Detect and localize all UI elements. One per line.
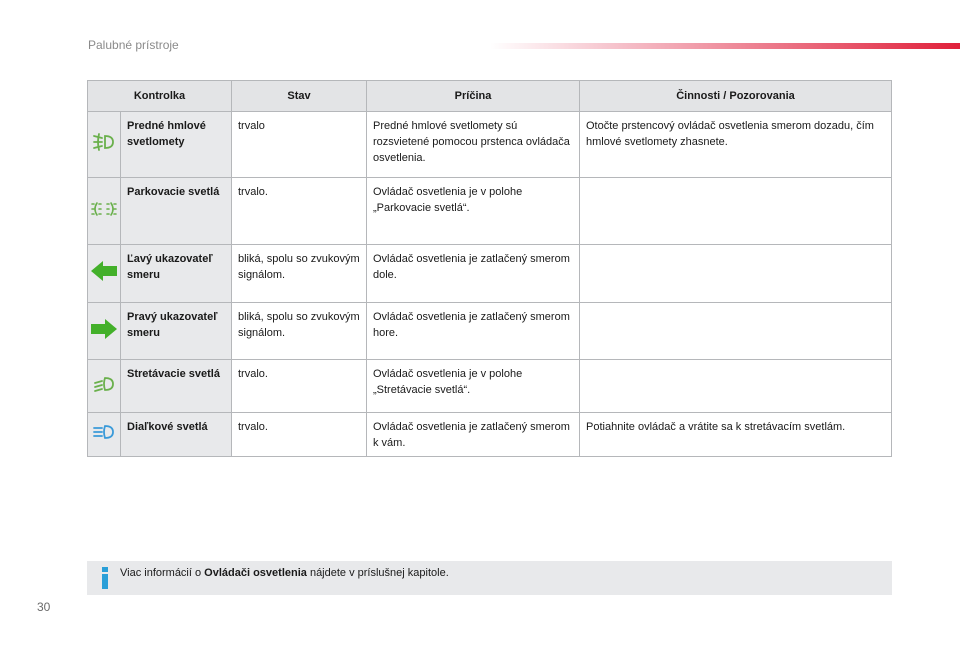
table-row-state: trvalo xyxy=(232,112,367,178)
table-row-cause: Predné hmlové svetlomety sú rozsvietené pomocou prstenca ovládača osvetlenia. xyxy=(367,112,580,178)
info-box xyxy=(87,561,892,595)
warning-lights-table xyxy=(87,80,892,457)
table-row-state: trvalo. xyxy=(232,360,367,413)
info-text xyxy=(120,566,449,580)
table-row-icon-cell xyxy=(88,178,121,245)
table-row-action xyxy=(580,245,892,303)
table-row-name: Pravý ukazovateľ smeru xyxy=(121,303,232,360)
table-row-name: Stretávacie svetlá xyxy=(121,360,232,413)
table-row-cause: Ovládač osvetlenia je zatlačený smerom hore. xyxy=(367,303,580,360)
table-row-action xyxy=(580,360,892,413)
table-row xyxy=(88,178,892,245)
table-row-icon-cell xyxy=(88,360,121,413)
right-turn-indicator-icon xyxy=(89,317,119,341)
info-text-prefix: Viac informácií o xyxy=(120,567,205,579)
table-row-icon-cell xyxy=(88,303,121,360)
table-row-state: trvalo. xyxy=(232,413,367,457)
table-row-cause: Ovládač osvetlenia je v polohe „Stretávacie svetlá“. xyxy=(367,360,580,413)
table-row-action: Otočte prstencový ovládač osvetlenia smerom dozadu, čím hmlové svetlomety zhasnete. xyxy=(580,112,892,178)
table-row-state: bliká, spolu so zvukovým signálom. xyxy=(232,245,367,303)
table-row-action xyxy=(580,178,892,245)
table-row-icon-cell xyxy=(88,245,121,303)
left-turn-indicator-icon xyxy=(89,259,119,283)
table-row-cause: Ovládač osvetlenia je zatlačený smerom k vám. xyxy=(367,413,580,457)
front-fog-light-icon xyxy=(91,132,117,152)
column-header-pricina: Príčina xyxy=(367,81,580,112)
main-beam-icon xyxy=(91,422,117,442)
table-row-state: bliká, spolu so zvukovým signálom. xyxy=(232,303,367,360)
info-text-link-name: Ovládači osvetlenia xyxy=(204,567,307,579)
info-icon xyxy=(97,566,113,590)
table-row xyxy=(88,112,892,178)
table-row-cause: Ovládač osvetlenia je v polohe „Parkovacie svetlá“. xyxy=(367,178,580,245)
table-row xyxy=(88,303,892,360)
table-row-cause: Ovládač osvetlenia je zatlačený smerom dole. xyxy=(367,245,580,303)
page-number: 30 xyxy=(37,600,51,614)
table-row-action xyxy=(580,303,892,360)
table-row-action: Potiahnite ovládač a vrátite sa k stretávacím svetlám. xyxy=(580,413,892,457)
table-row xyxy=(88,360,892,413)
table-row-icon-cell xyxy=(88,413,121,457)
parking-lights-icon xyxy=(90,199,118,219)
column-header-kontrolka: Kontrolka xyxy=(88,81,232,112)
table-header-row xyxy=(88,81,892,112)
table-row-icon-cell xyxy=(88,112,121,178)
column-header-stav: Stav xyxy=(232,81,367,112)
header-title: Palubné prístroje xyxy=(88,38,179,52)
table-row xyxy=(88,245,892,303)
table-row-name: Diaľkové svetlá xyxy=(121,413,232,457)
column-header-cinnosti: Činnosti / Pozorovania xyxy=(580,81,892,112)
table-row xyxy=(88,413,892,457)
info-text-suffix: nájdete v príslušnej kapitole. xyxy=(306,567,449,579)
table-row-name: Predné hmlové svetlomety xyxy=(121,112,232,178)
header-accent-bar xyxy=(490,43,960,49)
table-row-name: Parkovacie svetlá xyxy=(121,178,232,245)
table-row-state: trvalo. xyxy=(232,178,367,245)
table-row-name: Ľavý ukazovateľ smeru xyxy=(121,245,232,303)
dipped-beam-icon xyxy=(91,374,117,394)
